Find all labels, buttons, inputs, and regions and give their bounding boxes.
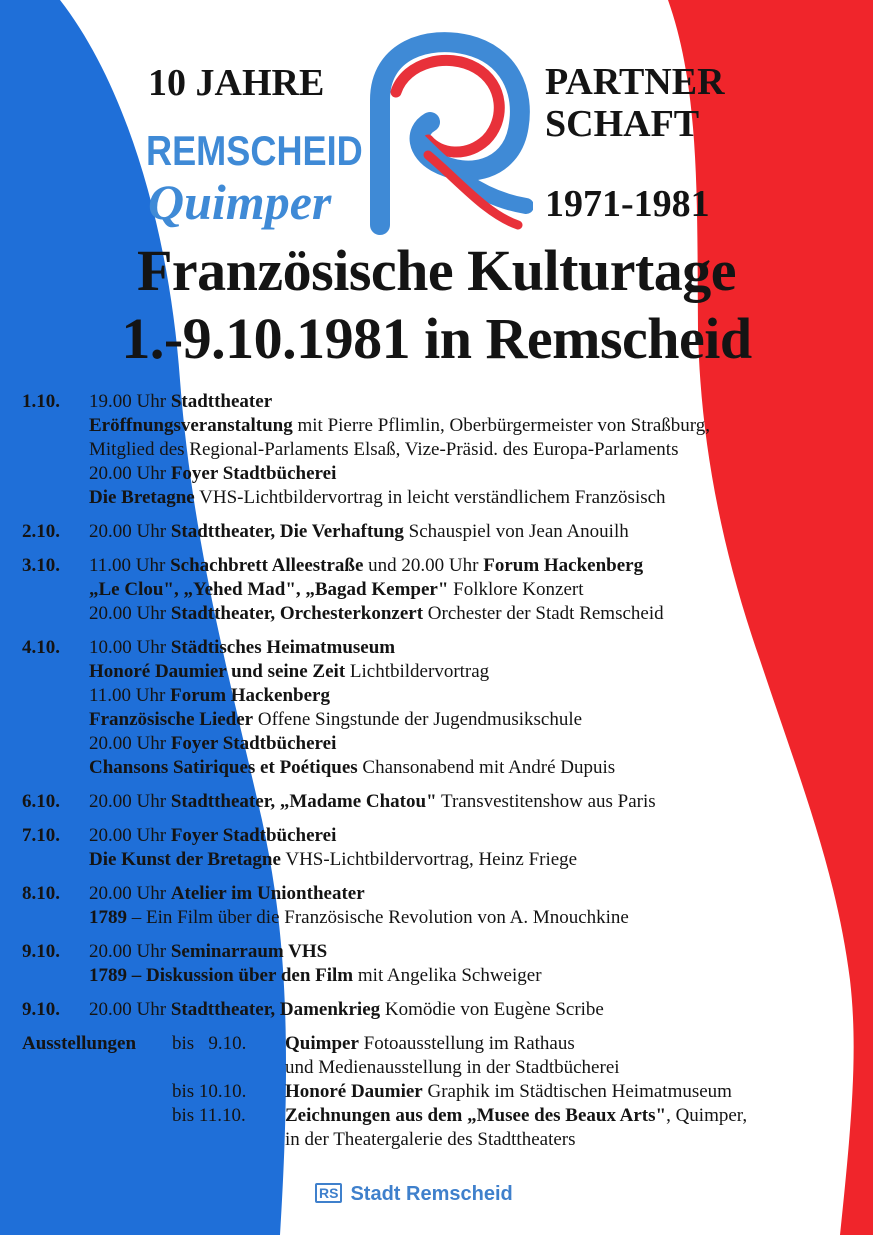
event-item <box>22 390 867 510</box>
text-run: Transvestitenshow aus Paris <box>436 791 656 812</box>
event-item <box>22 882 867 930</box>
text-run: 20.00 Uhr <box>89 999 171 1020</box>
exhibition-row <box>22 1056 867 1080</box>
exhibition-text <box>285 1104 747 1128</box>
years-label: 1971-1981 <box>545 183 710 225</box>
text-run: Stadttheater, Orchesterkonzert <box>170 603 424 624</box>
text-run: Foyer Stadtbücherei <box>170 825 337 846</box>
event-date: 1.10. <box>22 391 60 412</box>
text-run: Chansonabend mit André Dupuis <box>357 757 616 778</box>
text-run: Atelier im Uniontheater <box>170 883 365 904</box>
event-date: 3.10. <box>22 555 60 576</box>
text-run: 20.00 Uhr <box>89 883 171 904</box>
city-remscheid-label: REMSCHEID <box>146 127 363 174</box>
exhibition-text <box>285 1128 576 1152</box>
event-line <box>89 602 867 626</box>
exhibition-row <box>22 1032 867 1056</box>
event-item <box>22 790 867 814</box>
text-run: Honoré Daumier <box>285 1081 423 1102</box>
text-run: Honoré Daumier und seine Zeit <box>89 661 346 682</box>
event-line <box>89 824 867 848</box>
exhibition-text <box>285 1032 575 1056</box>
text-run: VHS-Lichtbildervortrag in leicht verständlichem Französisch <box>194 487 666 508</box>
event-line <box>89 684 867 708</box>
text-run: 20.00 Uhr <box>89 825 171 846</box>
text-run: Französische Lieder <box>89 709 254 730</box>
text-run: in der Theatergalerie des Stadttheaters <box>285 1129 576 1150</box>
event-item <box>22 520 867 544</box>
event-line <box>89 578 867 602</box>
text-run: Stadttheater <box>170 391 273 412</box>
event-line <box>89 486 867 510</box>
text-run: und 20.00 Uhr <box>363 555 484 576</box>
event-line <box>89 790 867 814</box>
event-line <box>89 964 867 988</box>
text-run: Zeichnungen aus dem „Musee des Beaux Arts" <box>285 1105 667 1126</box>
page-title-line2: 1.-9.10.1981 in Remscheid <box>121 306 752 371</box>
event-date: 4.10. <box>22 637 60 658</box>
text-run: 20.00 Uhr <box>89 941 171 962</box>
event-date: 2.10. <box>22 521 60 542</box>
exhibition-until: bis 11.10. <box>172 1105 246 1126</box>
page-title-line1: Französische Kulturtage <box>136 238 737 303</box>
text-run: Offene Singstunde der Jugendmusikschule <box>253 709 583 730</box>
text-run: 10.00 Uhr <box>89 637 171 658</box>
partnership-ribbon-logo <box>358 30 533 235</box>
event-date: 7.10. <box>22 825 60 846</box>
text-run: Graphik im Städtischen Heimatmuseum <box>422 1081 732 1102</box>
event-line <box>89 438 867 462</box>
exhibition-text <box>285 1080 732 1104</box>
text-run: mit Angelika Schweiger <box>353 965 542 986</box>
event-line <box>89 554 867 578</box>
text-run: mit Pierre Pflimlin, Oberbürgermeister von Straßburg, <box>292 415 710 436</box>
text-run: Forum Hackenberg <box>483 555 644 576</box>
text-run: Seminarraum VHS <box>170 941 328 962</box>
event-line <box>89 414 867 438</box>
text-run: 19.00 Uhr <box>89 391 171 412</box>
rs-logo-icon: RS <box>315 1183 342 1203</box>
partnership-label-line1: PARTNER <box>545 61 725 103</box>
partnership-label-line2: SCHAFT <box>545 103 700 145</box>
city-quimper-label: Quimper <box>148 174 332 230</box>
text-run: 20.00 Uhr <box>89 603 171 624</box>
text-run: Orchester der Stadt Remscheid <box>423 603 664 624</box>
text-run: 11.00 Uhr <box>89 555 171 576</box>
event-line <box>89 462 867 486</box>
exhibition-row <box>22 1080 867 1104</box>
event-line <box>89 848 867 872</box>
text-run: Schachbrett Alleestraße <box>170 555 364 576</box>
text-run: Schauspiel von Jean Anouilh <box>403 521 629 542</box>
exhibitions-label: Ausstellungen <box>22 1033 137 1054</box>
exhibition-row <box>22 1104 867 1128</box>
event-line <box>89 940 867 964</box>
text-run: Fotoausstellung im Rathaus <box>358 1033 575 1054</box>
text-run: Lichtbildervortrag <box>345 661 490 682</box>
text-run: Stadttheater, Damenkrieg <box>170 999 381 1020</box>
event-line <box>89 732 867 756</box>
text-run: Eröffnungsveranstaltung <box>89 415 293 436</box>
text-run: Städtisches Heimatmuseum <box>170 637 396 658</box>
text-run: 20.00 Uhr <box>89 791 171 812</box>
text-run: 20.00 Uhr <box>89 521 171 542</box>
text-run: Komödie von Eugène Scribe <box>380 999 604 1020</box>
exhibition-until: bis 10.10. <box>172 1081 247 1102</box>
exhibitions-section <box>22 1032 867 1152</box>
event-item <box>22 998 867 1022</box>
event-line <box>89 520 867 544</box>
text-run: Mitglied des Regional-Parlaments Elsaß, Vize-Präsid. des Europa-Parlaments <box>89 439 679 460</box>
exhibition-text <box>285 1056 620 1080</box>
text-run: Quimper <box>285 1033 359 1054</box>
city-footer-logo <box>315 1183 513 1206</box>
event-line <box>89 882 867 906</box>
text-run: Stadttheater, Die Verhaftung <box>170 521 404 542</box>
event-line <box>89 708 867 732</box>
event-date: 9.10. <box>22 999 60 1020</box>
text-run: Folklore Konzert <box>448 579 584 600</box>
text-run: Die Kunst der Bretagne <box>89 849 281 870</box>
footer-city-name: Stadt Remscheid <box>350 1183 513 1205</box>
event-date: 8.10. <box>22 883 60 904</box>
text-run: Foyer Stadtbücherei <box>170 463 337 484</box>
event-item <box>22 824 867 872</box>
exhibition-row <box>22 1128 867 1152</box>
text-run: „Le Clou", „Yehed Mad", „Bagad Kemper" <box>89 579 449 600</box>
event-list <box>22 390 867 1022</box>
text-run: , Quimper, <box>666 1105 748 1126</box>
text-run: 20.00 Uhr <box>89 463 171 484</box>
text-run: Forum Hackenberg <box>170 685 330 706</box>
text-run: 11.00 Uhr <box>89 685 171 706</box>
event-date: 9.10. <box>22 941 60 962</box>
exhibition-list <box>22 1032 867 1152</box>
event-line <box>89 998 867 1022</box>
text-run: 1789 <box>89 907 127 928</box>
exhibition-until: bis 9.10. <box>172 1033 247 1054</box>
anniversary-label: 10 JAHRE <box>148 62 325 104</box>
text-run: Foyer Stadtbücherei <box>170 733 337 754</box>
event-date: 6.10. <box>22 791 60 812</box>
event-program <box>22 390 867 1152</box>
event-line <box>89 636 867 660</box>
text-run: 1789 – Diskussion über den Film <box>89 965 354 986</box>
text-run: Stadttheater, „Madame Chatou" <box>170 791 437 812</box>
event-item <box>22 940 867 988</box>
text-run: und Medienausstellung in der Stadtbücherei <box>285 1057 620 1078</box>
text-run: Chansons Satiriques et Poétiques <box>89 757 358 778</box>
event-line <box>89 756 867 780</box>
event-line <box>89 906 867 930</box>
text-run: – Ein Film über die Französische Revolution von A. Mnouchkine <box>127 907 629 928</box>
text-run: VHS-Lichtbildervortrag, Heinz Friege <box>280 849 578 870</box>
event-line <box>89 390 867 414</box>
event-item <box>22 554 867 626</box>
text-run: Die Bretagne <box>89 487 195 508</box>
event-line <box>89 660 867 684</box>
text-run: 20.00 Uhr <box>89 733 171 754</box>
event-item <box>22 636 867 780</box>
